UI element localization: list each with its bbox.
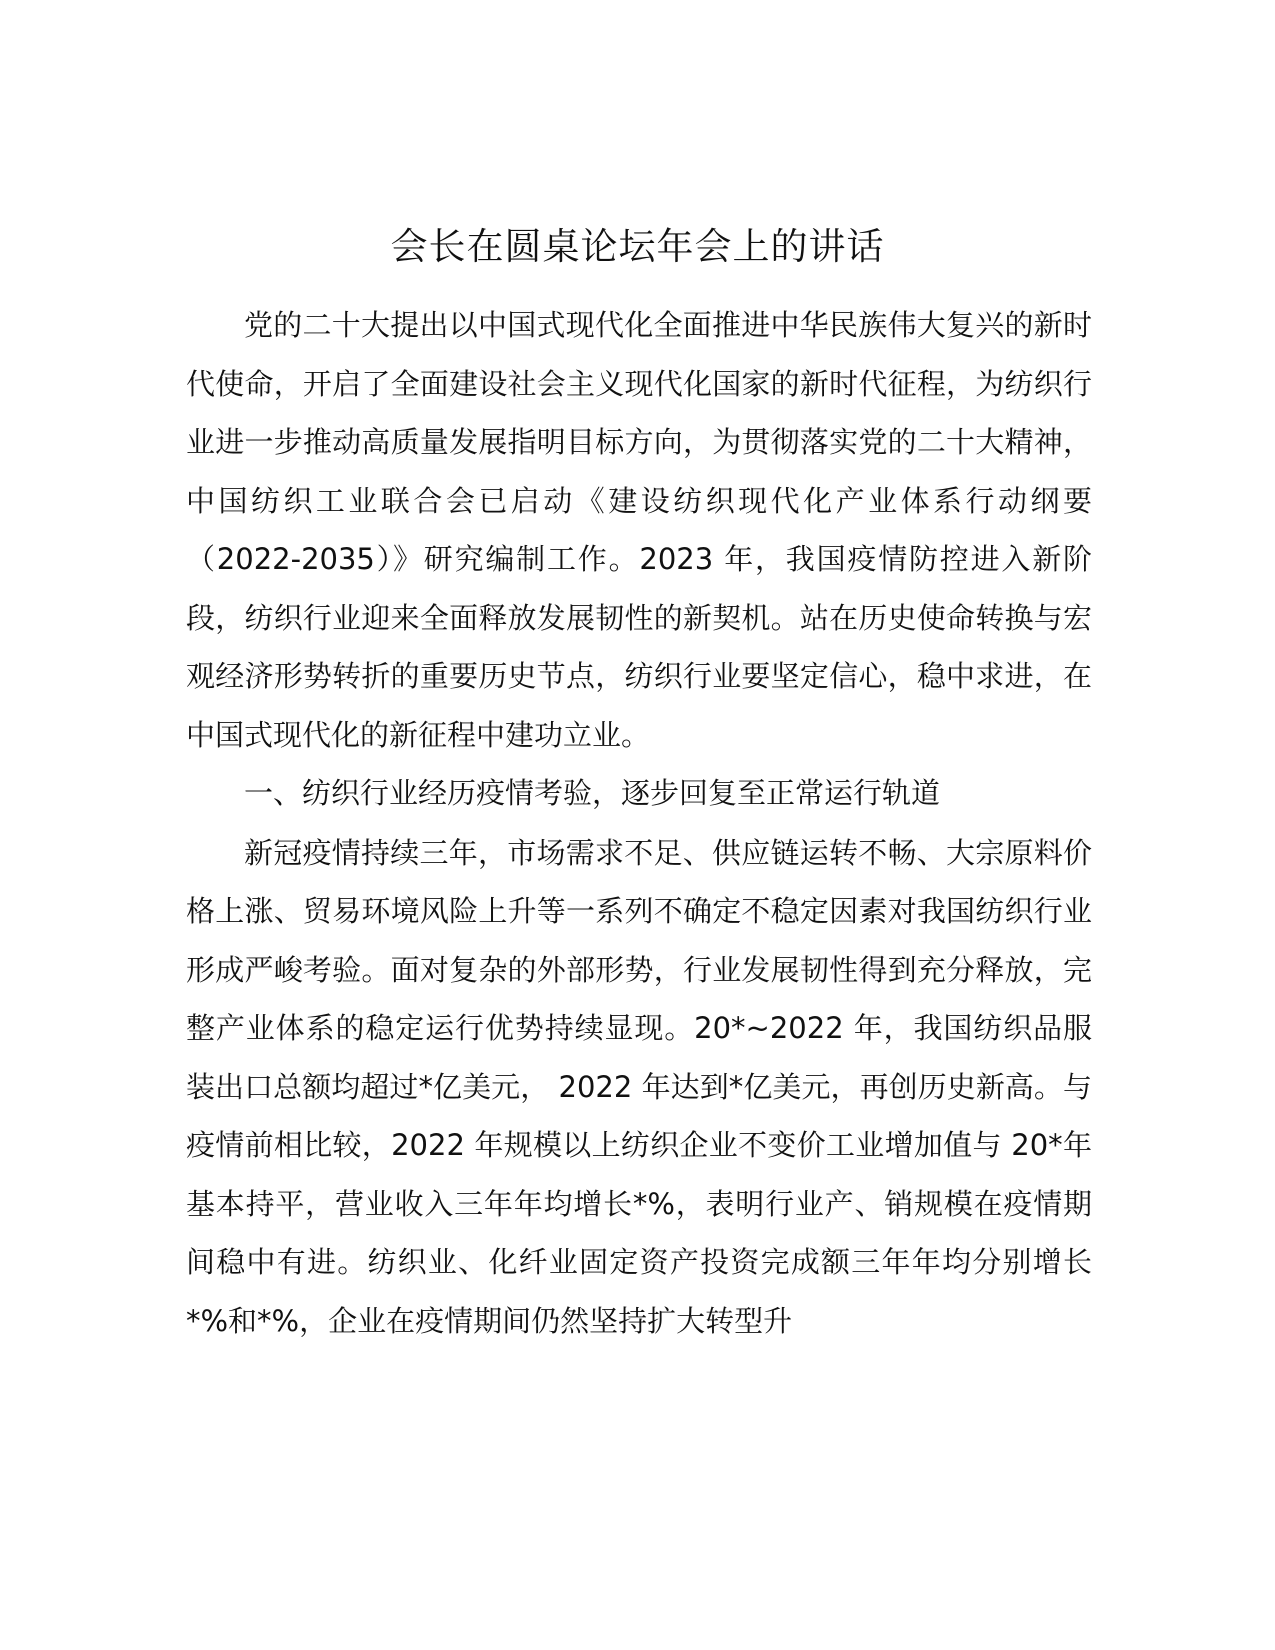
paragraph-section-1: 新冠疫情持续三年，市场需求不足、供应链运转不畅、大宗原料价格上涨、贸易环境风险上升等一系列不确定不稳定因素对我国纺织行业形成严峻考验。面对复杂的外部形势，行业发展韧性得到充分释放，完整产业体系的稳定运行优势持续显现。20*~2022 年，我国纺织品服装出口总额均超过*亿美元， 2022 年达到*亿美元，再创历史新高。与疫情前相比较，2022 年规模以上纺织企业不变价工业增加值与 20*年基本持平，营业收入三年年均增长*%，表明行业产、销规模在疫情期间稳中有进。纺织业、化纤业固定资产投资完成额三年年均分别增长*%和*%，企业在疫情期间仍然坚持扩大转型升 xyxy=(186,835,1092,1338)
document-title: 会长在圆桌论坛年会上的讲话 xyxy=(390,225,885,268)
document-body xyxy=(186,296,1092,1350)
section-heading-1: 一、纺织行业经历疫情考验，逐步回复至正常运行轨道 xyxy=(244,776,941,810)
paragraph-intro: 党的二十大提出以中国式现代化全面推进中华民族伟大复兴的新时代使命，开启了全面建设社会主义现代化国家的新时代征程，为纺织行业进一步推动高质量发展指明目标方向，为贯彻落实党的二十大精神，中国纺织工业联合会已启动《建设纺织现代化产业体系行动纲要（2022-2035）》研究编制工作。2023 年，我国疫情防控进入新阶段，纺织行业迎来全面释放发展韧性的新契机。站在历史使命转换与宏观经济形势转折的重要历史节点，纺织行业要坚定信心，稳中求进，在中国式现代化的新征程中建功立业。 xyxy=(186,308,1092,752)
